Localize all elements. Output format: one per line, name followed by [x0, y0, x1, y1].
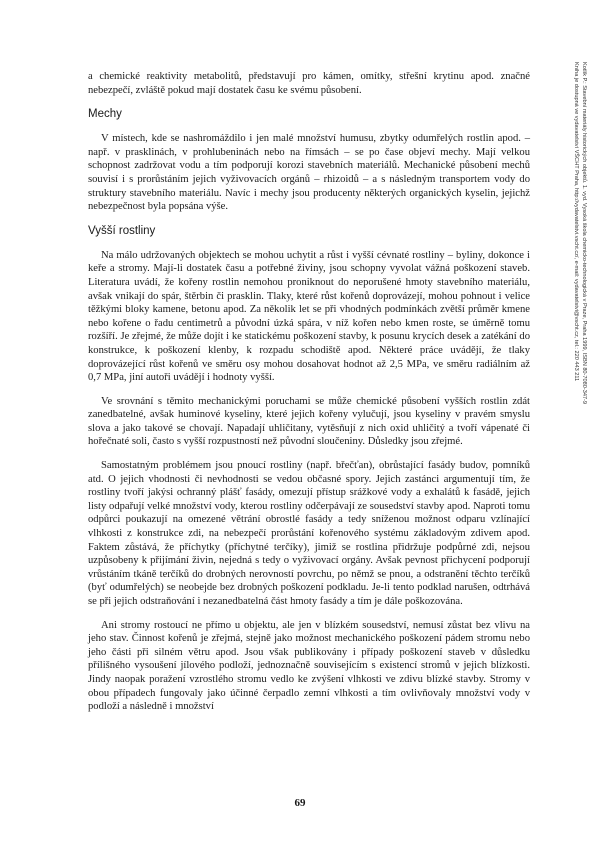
paragraph-vyssi-1: Na málo udržovaných objektech se mohou uchytit a růst i vyšší cévnaté rostliny – byliny, dokonce i keře a stromy. Mají-li dostatek času a potřebné živiny, jsou schopny vyvolat vážná poškození staveb. Literatura uvádí, že kořeny rostlin nemohou proniknout do neporušené hmoty stavebního materiálu, avšak vnikají do spár, štěrbin či prasklin. Tlaky, které růst kořenů doprovázejí, mohou pohnout i velice těžkými bloky kamene, betonu apod. Za několik let se při vhodných podmínkách zvětší průměr kmene nebo kořene o řadu centimetrů a původní úzká spára, v níž kořen nebo kmen roste, se úměrně tomu rozšíří. Je zřejmé, že může dojít i ke statickému poškození stavby, k posunu krycích desek a zatékání do konstrukce, k poškození klenby, k rozpadu schodiště apod. Některé práce uvádějí, že tlaky doprovázející růst kořenů ve směru osy mohou dosahovat hodnot až 2,5 MPa, ve směru radiálním až 0,7 MPa, jiní autoři uvádějí i hodnoty vyšší. [88, 249, 530, 384]
text-column [88, 70, 530, 724]
citation-line-1: Kotlík P.: Stavební materiály historických objektů. 1. vyd. Vysoká škola chemicko-technologická v Praze, Praha 1999, ISBN 80-7080-347-9 [581, 62, 587, 405]
citation-sidenote [553, 62, 593, 622]
page-number: 69 [294, 797, 306, 809]
paragraph-intro: a chemické reaktivity metabolitů, představují pro kámen, omítky, střešní krytinu apod. značné nebezpečí, zvláště pokud mají dostatek času ke svému působení. [88, 71, 530, 96]
heading-vyssi-rostliny: Vyšší rostliny [88, 224, 156, 237]
paragraph-vyssi-4: Ani stromy rostoucí ne přímo u objektu, ale jen v blízkém sousedství, nemusí zůstat bez vlivu na jeho stav. Činnost kořenů je zřejmá, stejně jako možnost mechanického poškození pádem stromu nebo jeho části při silném větru apod. Jsou však publikovány i případy poškození staveb v důsledku přílišného vysoušení jílového podloží, jednoznačně souvisejícím s existencí stromů v jejich blízkosti. Jindy naopak poražení vzrostlého stromu vedlo ke zvýšení vlhkosti ve zdivu blízké stavby. Stromy v obou případech fungovaly jako účinné čerpadlo zemní vlhkosti a tím ovlivňovaly množství vody v podloží a následně i množství [88, 619, 530, 713]
paragraph-mechy: V místech, kde se nashromáždilo i jen malé množství humusu, zbytky odumřelých rostlin apod. – např. v prasklinách, v prohlubeninách nebo na římsách – se po čase objeví mechy. Mají velkou schopnost zadržovat vodu a tím podporují korozi stavebních materiálů. Mechanické působení mechů souvisí i s prorůstáním jejich vyživovacích orgánů – rhizoidů – a s následným transportem vody do struktury stavebního materiálu. Navíc i mechy jsou producenty některých organických kyselin, jejichž nebezpečnost byla popsána výše. [88, 133, 530, 213]
paragraph-vyssi-3: Samostatným problémem jsou pnoucí rostliny (např. břečťan), obrůstající fasády budov, pomníků atd. O jejich vhodnosti či nevhodnosti se vedou občasné spory. Jejich zastánci argumentují tím, že rostliny tvoří jakýsi ochranný plášť fasády, omezují přístup srážkové vody a exhalátů k fasádě, jejich listy odpařují velké množství vody, kterou rostliny odčerpávají ze sousedství stavby apod. Naproti tomu odpůrci poukazují na omezené větrání obrostlé fasády a tedy sníženou možnost odparu vzlínající vlhkosti z konstrukce zdi, na nebezpečí prorůstání kořenového systému základovým zdivem apod. Faktem zůstává, že příchytky (příchytné terčíky), jimiž se rostlina přidržuje podpůrné zdi, nejsou uzpůsobeny k přijímání živin, nejedná s tedy o vyživovací orgány. Avšak pevnost přichycení podporují vrůstáním tkáně terčíků do drobných nerovností povrchu, po němž se pnou, a odstranění těchto terčíků (byť odumřelých) se neobejde bez drobných poškození podkladu. Je-li tento podklad narušen, odtrhává se při jejich odstraňování i nezanedbatelná část hmoty fasády a tím je dále poškozována. [88, 460, 530, 607]
paragraph-vyssi-2: Ve srovnání s těmito mechanickými poruchami se může chemické působení vyšších rostlin zdát zanedbatelné, avšak huminové kyseliny, které jejich kořeny vylučují, jsou kyseliny v pravém smyslu slova a jako takové se chovají. Napadají uhličitany, vytěsňují z nich oxid uhličitý a tvoří vápenaté či hořečnaté soli, často s vyšší rozpustností než původní sloučeniny. Důsledky jsou zřejmé. [88, 395, 530, 448]
citation-line-2: Kniha je dostupná ve vydavatelství VŠCHT Praha, http://vydavatelstvi.vscht.cz/, e-mail: vydavatelstvi@vscht.cz, tel.: 220 443 211 [572, 62, 579, 382]
heading-mechy: Mechy [88, 108, 122, 121]
